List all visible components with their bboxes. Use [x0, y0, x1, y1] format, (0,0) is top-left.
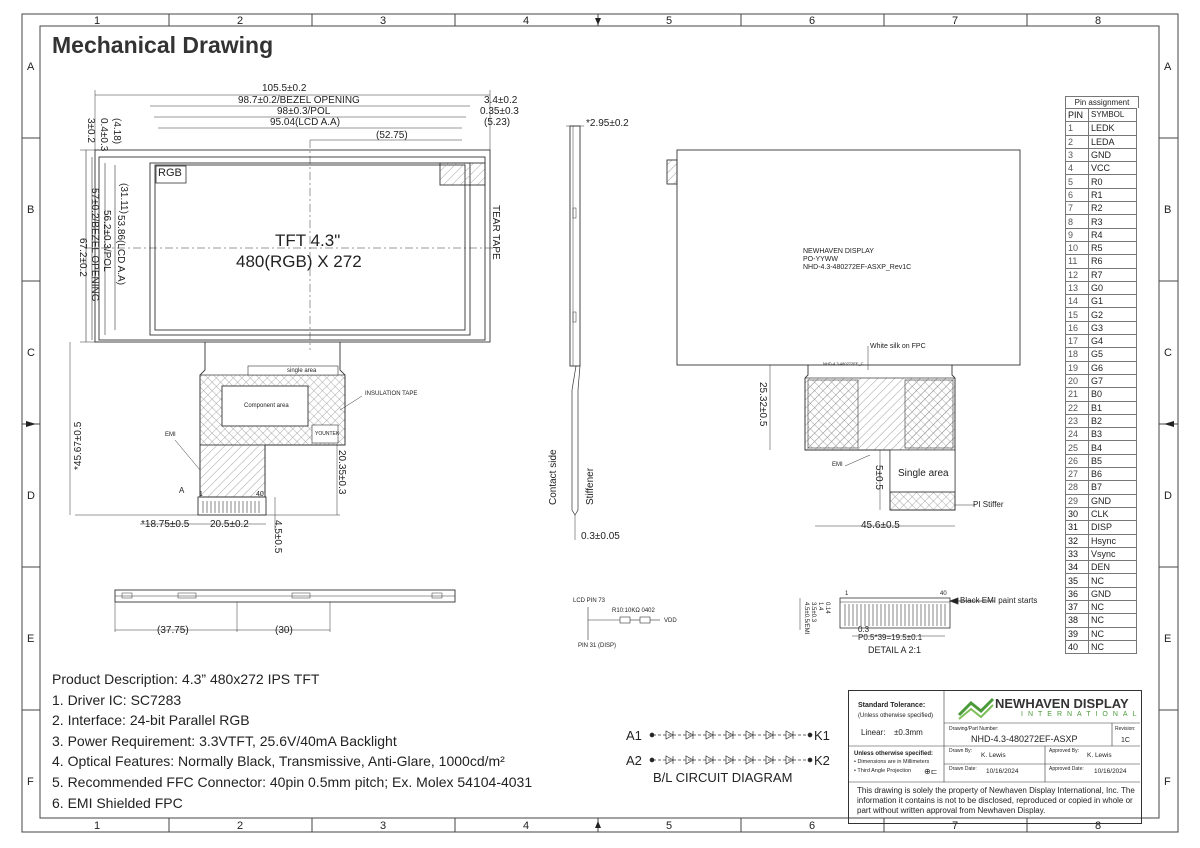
pin-symbol: DISP: [1089, 521, 1137, 534]
dim-456: 45.6±0.5: [861, 520, 900, 531]
dim-aa-width: 95.04(LCD A.A): [270, 117, 341, 128]
bl-circuit-caption: B/L CIRCUIT DIAGRAM: [653, 770, 793, 785]
title-block: [848, 690, 1142, 824]
resistor-label: R10:10KΩ 0402: [612, 608, 655, 614]
pin-symbol: LEDA: [1089, 135, 1137, 148]
approved-by-label: Approved By:: [1049, 748, 1080, 754]
grid-column-label: 7: [952, 15, 959, 27]
back-emi-label: EMI: [832, 462, 843, 468]
pin-number: 4: [1066, 162, 1089, 175]
dim-523: (5.23): [484, 117, 511, 128]
grid-column-label: 5: [666, 15, 673, 27]
detail-dim-pitch: P0.5*39=19.5±0.1: [858, 633, 923, 642]
pin-number: 17: [1066, 335, 1089, 348]
pin-row: [1066, 241, 1137, 254]
tft-label: TFT 4.3": [275, 231, 341, 250]
pin-row: [1066, 574, 1137, 587]
pin-symbol: G5: [1089, 348, 1137, 361]
pin-row: [1066, 600, 1137, 613]
small-part-label: YOUNTEK: [315, 431, 340, 437]
pin-symbol: LEDK: [1089, 122, 1137, 135]
pin-number: 31: [1066, 521, 1089, 534]
dim-3: 3±0.2: [85, 118, 96, 143]
pin-number: 25: [1066, 441, 1089, 454]
pin-row: [1066, 561, 1137, 574]
approved-date-label: Approved Date:: [1049, 766, 1084, 772]
pin-number: 13: [1066, 281, 1089, 294]
pin-row: [1066, 428, 1137, 441]
pin-symbol: R4: [1089, 228, 1137, 241]
pin-number: 39: [1066, 627, 1089, 640]
pin-table-title: Pin assignment: [1065, 96, 1139, 108]
dim-418: (4.18): [111, 118, 122, 145]
pin-number: 3: [1066, 148, 1089, 161]
pin-row: [1066, 494, 1137, 507]
grid-row-label: E: [27, 633, 35, 645]
grid-column-label: 5: [666, 820, 673, 832]
pin-symbol: DEN: [1089, 561, 1137, 574]
pin-symbol: B5: [1089, 454, 1137, 467]
dim-bezel-width: 98.7±0.2/BEZEL OPENING: [238, 95, 360, 106]
dim-34: 3.4±0.2: [484, 95, 518, 106]
pin-row: [1066, 627, 1137, 640]
pin-number: 16: [1066, 321, 1089, 334]
grid-row-label: C: [1164, 347, 1172, 359]
pin-number: 22: [1066, 401, 1089, 414]
detail-dim-45: 4.5±0.5/EMI: [803, 602, 809, 635]
detail-pin40: 40: [940, 591, 947, 597]
pin-symbol: B4: [1089, 441, 1137, 454]
pin-row: [1066, 614, 1137, 627]
pin-number: 9: [1066, 228, 1089, 241]
tear-tape-label: TEAR TAPE: [490, 205, 501, 260]
pin-symbol: R0: [1089, 175, 1137, 188]
ownership-notice: This drawing is solely the property of Newhaven Display International, Inc. The information it contains is not to be disclosed, reproduced or copied in whole or part without written approval from Newhaven Display.: [857, 786, 1135, 815]
pin-number: 36: [1066, 587, 1089, 600]
newhaven-logo-icon: [957, 695, 997, 721]
pin-row: [1066, 640, 1137, 653]
detail-pin1: 1: [845, 591, 849, 597]
dim-pol-height: 56.2±0.3/POL: [101, 210, 112, 272]
pin-symbol: G1: [1089, 295, 1137, 308]
grid-column-label: 3: [380, 820, 387, 832]
pin-row: [1066, 202, 1137, 215]
pin-number: 30: [1066, 507, 1089, 520]
grid-column-label: 8: [1095, 15, 1102, 27]
pin-row: [1066, 374, 1137, 387]
pin-symbol: R5: [1089, 241, 1137, 254]
pin-number: 12: [1066, 268, 1089, 281]
back-label-line3: NHD-4.3-480272EF-ASXP_Rev1C: [803, 264, 912, 271]
pin-number: 37: [1066, 600, 1089, 613]
grid-column-label: 7: [952, 820, 959, 832]
pin-row: [1066, 534, 1137, 547]
dim-5: 5±0.5: [873, 465, 884, 490]
dim-overall-height: 67.2±0.2: [77, 238, 88, 277]
grid-row-label: D: [1164, 490, 1172, 502]
pin-row: [1066, 188, 1137, 201]
pin-row: [1066, 521, 1137, 534]
dim-3111: (31.11): [118, 183, 129, 214]
pin-symbol: G7: [1089, 374, 1137, 387]
desc-line: 2. Interface: 24-bit Parallel RGB: [52, 712, 250, 729]
dim-aa-height: 53.86(LCD A.A): [115, 215, 126, 286]
pin-row: [1066, 281, 1137, 294]
pin-number: 35: [1066, 574, 1089, 587]
fpc-pin40-label: 40: [256, 491, 264, 498]
pin-number: 6: [1066, 188, 1089, 201]
pin-number: 24: [1066, 428, 1089, 441]
pin-row: [1066, 295, 1137, 308]
detail-dim-14: 1.4: [817, 602, 823, 611]
symbol-col-header: SYMBOL: [1089, 109, 1137, 122]
pin-symbol: GND: [1089, 587, 1137, 600]
single-area-label: single area: [287, 368, 317, 374]
pin-row: [1066, 135, 1137, 148]
pin-symbol: G4: [1089, 335, 1137, 348]
pin-number: 14: [1066, 295, 1089, 308]
pin-symbol: G6: [1089, 361, 1137, 374]
linear-value: ±0.3mm: [894, 728, 923, 737]
pin-row: [1066, 122, 1137, 135]
grid-column-label: 2: [237, 15, 244, 27]
vdd-label: VDD: [664, 618, 677, 624]
dim-035: 0.35±0.3: [480, 106, 519, 117]
dim-half-width: (52.75): [376, 130, 408, 141]
pin-number: 23: [1066, 414, 1089, 427]
pin-number: 33: [1066, 547, 1089, 560]
pin-row: [1066, 255, 1137, 268]
pin-row: [1066, 215, 1137, 228]
grid-row-label: B: [27, 204, 35, 216]
dim-3775: (37.75): [157, 625, 189, 636]
pin-symbol: B1: [1089, 401, 1137, 414]
pin-number: 34: [1066, 561, 1089, 574]
dim-30: (30): [275, 625, 293, 636]
pin-row: [1066, 414, 1137, 427]
desc-line: Product Description: 4.3” 480x272 IPS TFT: [52, 671, 320, 687]
pin-symbol: G0: [1089, 281, 1137, 294]
grid-row-label: D: [27, 490, 35, 502]
approved-by: K. Lewis: [1087, 752, 1112, 759]
logo-subtext: INTERNATIONAL: [1021, 711, 1142, 718]
pin-number: 8: [1066, 215, 1089, 228]
pin-symbol: B3: [1089, 428, 1137, 441]
drawn-date-label: Drawn Date:: [949, 766, 977, 772]
dim-2532: 25.32±0.5: [757, 382, 768, 427]
pin-number: 11: [1066, 255, 1089, 268]
pin-row: [1066, 175, 1137, 188]
pin-number: 18: [1066, 348, 1089, 361]
pin-symbol: GND: [1089, 148, 1137, 161]
grid-column-label: 6: [809, 820, 816, 832]
detail-dim-03: 0.3: [858, 625, 870, 634]
std-tol-label: Standard Tolerance:: [858, 702, 926, 709]
pi-stiffer-label: PI Stiffer: [973, 500, 1004, 509]
pin-symbol: R6: [1089, 255, 1137, 268]
pin-number: 2: [1066, 135, 1089, 148]
dim-04: 0.4±0.3: [98, 118, 109, 152]
unless-label-1: (Unless otherwise specified): [858, 713, 934, 719]
desc-line: 3. Power Requirement: 3.3VTFT, 25.6V/40mA Backlight: [52, 732, 397, 749]
pin-number: 10: [1066, 241, 1089, 254]
desc-line: 1. Driver IC: SC7283: [52, 691, 182, 708]
fpc-pin1-label: 1: [199, 491, 203, 498]
projection-icon: ⊕⊏: [924, 767, 938, 776]
unless-label-2: Unless otherwise specified:: [854, 751, 934, 757]
stiffener-label: Stiffener: [585, 467, 596, 505]
pin-number: 27: [1066, 468, 1089, 481]
pin-symbol: NC: [1089, 614, 1137, 627]
contact-side-label: Contact side: [548, 449, 559, 505]
grid-row-label: C: [27, 347, 35, 359]
pin-symbol: G3: [1089, 321, 1137, 334]
part-number: NHD-4.3-480272EF-ASXP: [971, 734, 1078, 744]
fpc-silk-label: NHD-4.3-480272EF_C: [823, 361, 864, 366]
dim-2035: 20.35±0.3: [336, 450, 347, 495]
black-emi-label: Black EMI paint starts: [960, 596, 1038, 605]
pin-symbol: CLK: [1089, 507, 1137, 520]
drawn-by-label: Drawn By:: [949, 748, 973, 754]
back-label-line2: PO-YYWW: [803, 256, 838, 263]
pin-row: [1066, 361, 1137, 374]
grid-row-label: E: [1164, 633, 1172, 645]
approved-date: 10/16/2024: [1094, 768, 1127, 775]
pin-row: [1066, 587, 1137, 600]
pin-number: 21: [1066, 388, 1089, 401]
pin-row: [1066, 454, 1137, 467]
pin-row: [1066, 162, 1137, 175]
drawn-by: K. Lewis: [981, 752, 1006, 759]
dim-45: 4.5±0.5: [272, 520, 283, 554]
pin-row: [1066, 228, 1137, 241]
resolution-label: 480(RGB) X 272: [236, 252, 362, 271]
pin-row: [1066, 441, 1137, 454]
revision-label: Revision:: [1115, 726, 1136, 732]
back-single-area-label: Single area: [898, 468, 949, 479]
detail-a-callout: A: [179, 486, 185, 495]
revision: 1C: [1121, 737, 1130, 744]
pin-number: 7: [1066, 202, 1089, 215]
third-angle: • Third Angle Projection: [854, 768, 912, 774]
pin-number: 19: [1066, 361, 1089, 374]
page-title: Mechanical Drawing: [52, 32, 274, 58]
insulation-tape-label: INSULATION TAPE: [365, 391, 418, 397]
dims-in-mm: • Dimensions are in Millimeters: [854, 759, 930, 765]
dim-thickness: *2.95±0.2: [586, 118, 629, 129]
desc-line: 4. Optical Features: Normally Black, Transmissive, Anti-Glare, 1000cd/m²: [52, 753, 505, 770]
pin-symbol: Hsync: [1089, 534, 1137, 547]
pin-symbol: R3: [1089, 215, 1137, 228]
pin-row: [1066, 348, 1137, 361]
desc-line: 5. Recommended FFC Connector: 40pin 0.5mm pitch; Ex. Molex 54104-4031: [52, 773, 533, 790]
dim-bezel-height: 57±0.2/BEZEL OPENING: [89, 188, 100, 302]
detail-dim-014: 0.14: [824, 602, 830, 614]
pin-symbol: R2: [1089, 202, 1137, 215]
pin-number: 15: [1066, 308, 1089, 321]
dim-fpc-thickness: 0.3±0.05: [581, 531, 620, 542]
anode-a2: A2: [626, 753, 642, 768]
pin-number: 5: [1066, 175, 1089, 188]
pin31-label: PIN 31 (DISP): [578, 643, 617, 649]
component-area-label: Component area: [244, 403, 289, 409]
pin-row: [1066, 481, 1137, 494]
grid-column-label: 6: [809, 15, 816, 27]
pin-number: 20: [1066, 374, 1089, 387]
drawn-date: 10/16/2024: [986, 768, 1019, 775]
pin-symbol: B2: [1089, 414, 1137, 427]
pin-row: [1066, 148, 1137, 161]
grid-row-label: B: [1164, 204, 1172, 216]
grid-row-label: F: [27, 776, 34, 788]
pin-row: [1066, 388, 1137, 401]
pin-symbol: B7: [1089, 481, 1137, 494]
pin-symbol: R1: [1089, 188, 1137, 201]
grid-column-label: 1: [94, 820, 101, 832]
dim-overall-width: 105.5±0.2: [262, 83, 307, 94]
pin-symbol: NC: [1089, 574, 1137, 587]
linear-label: Linear:: [861, 728, 886, 737]
logo-text: NEWHAVEN DISPLAY: [995, 696, 1129, 711]
pin-row: [1066, 335, 1137, 348]
pin-number: 28: [1066, 481, 1089, 494]
grid-column-label: 8: [1095, 820, 1102, 832]
pin-number: 40: [1066, 640, 1089, 653]
pin-number: 26: [1066, 454, 1089, 467]
back-label-line1: NEWHAVEN DISPLAY: [803, 248, 874, 255]
cathode-k1: K1: [814, 728, 830, 743]
pin-symbol: G2: [1089, 308, 1137, 321]
product-description: [52, 669, 532, 813]
pin-table: [1065, 108, 1137, 654]
pin-row: [1066, 308, 1137, 321]
detail-dim-35: 3.5±0.3: [810, 602, 816, 622]
dim-1875: *18.75±0.5: [141, 519, 190, 530]
pin-row: [1066, 321, 1137, 334]
emi-label: EMI: [165, 432, 176, 438]
grid-row-label: A: [27, 61, 35, 73]
grid-column-label: 1: [94, 15, 101, 27]
detail-a-caption: DETAIL A 2:1: [868, 645, 922, 655]
grid-column-label: 4: [523, 820, 530, 832]
pin-table-header: [1066, 109, 1137, 122]
pin-symbol: GND: [1089, 494, 1137, 507]
grid-column-label: 4: [523, 15, 530, 27]
pin-symbol: B6: [1089, 468, 1137, 481]
pin-row: [1066, 401, 1137, 414]
pin-row: [1066, 547, 1137, 560]
pin-symbol: NC: [1089, 627, 1137, 640]
grid-column-label: 3: [380, 15, 387, 27]
dim-pol-width: 98±0.3/POL: [277, 106, 331, 117]
pin-symbol: NC: [1089, 600, 1137, 613]
pin-symbol: R7: [1089, 268, 1137, 281]
pin-number: 38: [1066, 614, 1089, 627]
pin-number: 1: [1066, 122, 1089, 135]
lcd-pin73-label: LCD PIN 73: [573, 598, 606, 604]
pin-symbol: B0: [1089, 388, 1137, 401]
grid-column-label: 2: [237, 820, 244, 832]
pin-row: [1066, 468, 1137, 481]
white-silk-label: White silk on FPC: [870, 343, 926, 350]
pin-symbol: VCC: [1089, 162, 1137, 175]
pin-symbol: NC: [1089, 640, 1137, 653]
cathode-k2: K2: [814, 753, 830, 768]
part-number-label: Drawing/Part Number:: [949, 726, 999, 732]
grid-row-label: A: [1164, 61, 1172, 73]
dim-4567: *45.67±0.5: [73, 421, 84, 470]
pin-symbol: Vsync: [1089, 547, 1137, 560]
pin-row: [1066, 268, 1137, 281]
pin-row: [1066, 507, 1137, 520]
pin-number: 29: [1066, 494, 1089, 507]
dim-205: 20.5±0.2: [210, 519, 249, 530]
grid-row-label: F: [1164, 776, 1171, 788]
anode-a1: A1: [626, 728, 642, 743]
pin-col-header: PIN: [1066, 109, 1089, 122]
pin-number: 32: [1066, 534, 1089, 547]
desc-line: 6. EMI Shielded FPC: [52, 794, 183, 811]
rgb-label: RGB: [158, 167, 182, 179]
